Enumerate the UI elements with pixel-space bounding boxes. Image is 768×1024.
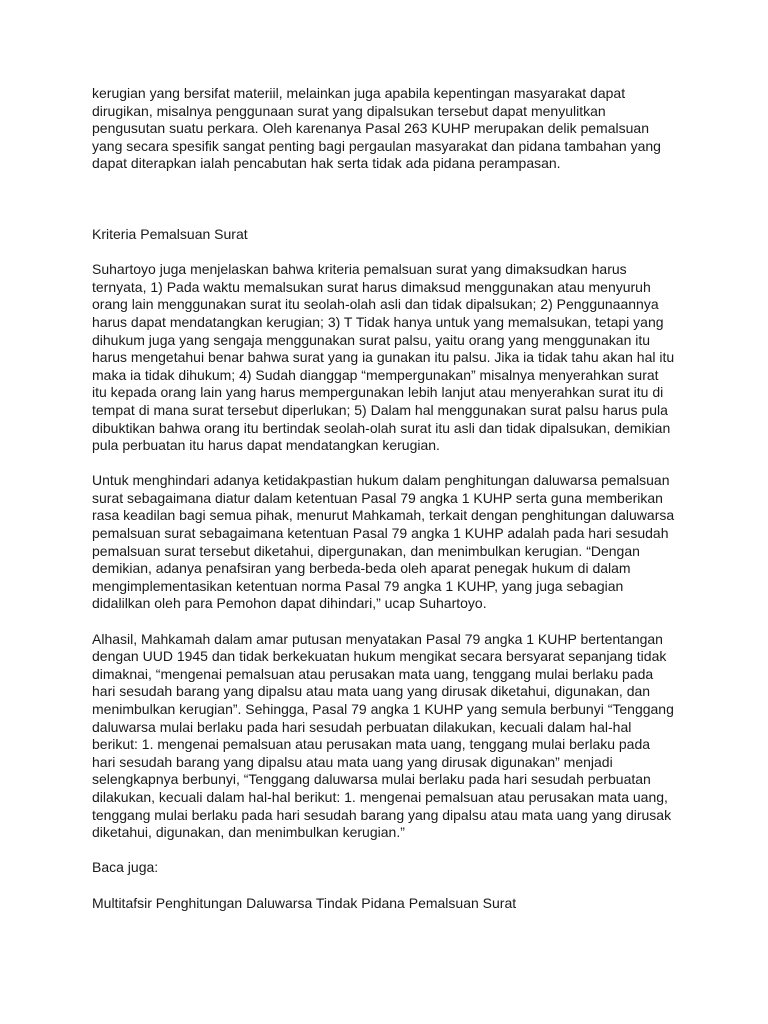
ruling-paragraph: Alhasil, Mahkamah dalam amar putusan menyatakan Pasal 79 angka 1 KUHP bertentangan dengan UUD 1945 dan tidak berkekuatan hukum mengikat secara bersyarat sepanjang tidak dimaknai, “mengenai pemalsuan atau perusakan mata uang, tenggang mulai berlaku pada hari sesudah barang yang dipalsu atau mata uang yang dirusak diketahui, digunakan, dan menimbulkan kerugian”. Sehingga, Pasal 79 angka 1 KUHP yang semula berbunyi “Tenggang daluwarsa mulai berlaku pada hari sesudah perbuatan dilakukan, kecuali dalam hal-hal berikut: 1. mengenai pemalsuan atau perusakan mata uang, tenggang mulai berlaku pada hari sesudah barang yang dipalsu atau mata uang yang dirusak digunakan” menjadi selengkapnya berbunyi, “Tenggang daluwarsa mulai berlaku pada hari sesudah perbuatan dilakukan, kecuali dalam hal-hal berikut: 1. mengenai pemalsuan atau perusakan mata uang, tenggang mulai berlaku pada hari sesudah barang yang dipalsu atau mata uang yang dirusak diketahui, digunakan, dan menimbulkan kerugian.” bbox=[92, 630, 674, 841]
read-also-label: Baca juga: bbox=[92, 859, 159, 876]
criteria-paragraph: Suhartoyo juga menjelaskan bahwa kriteria pemalsuan surat yang dimaksudkan harus ternyata, 1) Pada waktu memalsukan surat harus dimaksud menggunakan atau menyuruh orang lain menggunakan surat itu seolah-olah asli dan tidak dipalsukan; 2) Penggunaannya harus dapat mendatangkan kerugian; 3) T Tidak hanya untuk yang memalsukan, tetapi yang dihukum juga yang sengaja menggunakan surat palsu, yaitu orang yang menggunakan itu harus mengetahui benar bahwa surat yang ia gunakan itu palsu. Jika ia tidak tahu akan hal itu maka ia tidak dihukum; 4) Sudah dianggap “mempergunakan” misalnya menyerahkan surat itu kepada orang lain yang harus mempergunakan lebih lanjut atau menyerahkan surat itu di tempat di mana surat tersebut diperlukan; 5) Dalam hal menggunakan surat palsu harus pula dibuktikan bahwa orang itu bertindak seolah-olah surat itu asli dan tidak dipalsukan, demikian pula perbuatan itu harus dapat mendatangkan kerugian. bbox=[92, 261, 675, 454]
document-body bbox=[92, 85, 676, 912]
intro-paragraph: kerugian yang bersifat materiil, melainkan juga apabila kepentingan masyarakat dapat dirugikan, misalnya penggunaan surat yang dipalsukan tersebut dapat menyulitkan pengusutan suatu perkara. Oleh karenanya Pasal 263 KUHP merupakan delik pemalsuan yang secara spesifik sangat penting bagi pergaulan masyarakat dan pidana tambahan yang dapat diterapkan ialah pencabutan hak serta tidak ada pidana perampasan. bbox=[92, 85, 661, 172]
related-article-title: Multitafsir Penghitungan Daluwarsa Tindak Pidana Pemalsuan Surat bbox=[92, 894, 517, 911]
legal-certainty-paragraph: Untuk menghindari adanya ketidakpastian hukum dalam penghitungan daluwarsa pemalsuan surat sebagaimana diatur dalam ketentuan Pasal 79 angka 1 KUHP serta guna memberikan rasa keadilan bagi semua pihak, menurut Mahkamah, terkait dengan penghitungan daluwarsa pemalsuan surat sebagaimana ketentuan Pasal 79 angka 1 KUHP adalah pada hari sesudah pemalsuan surat tersebut diketahui, dipergunakan, dan menimbulkan kerugian. “Dengan demikian, adanya penafsiran yang berbeda-beda oleh aparat penegak hukum di dalam mengimplementasikan ketentuan norma Pasal 79 angka 1 KUHP, yang juga sebagian didalilkan oleh para Pemohon dapat dihindari,” ucap Suhartoyo. bbox=[92, 472, 675, 612]
section-heading: Kriteria Pemalsuan Surat bbox=[92, 225, 248, 242]
